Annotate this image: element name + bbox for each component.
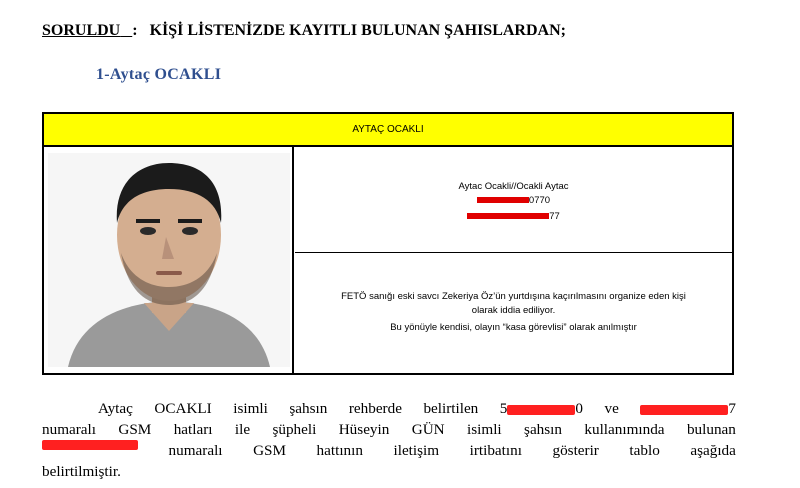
word: GÜN [411,421,445,438]
word: şahsın [524,421,562,438]
paragraph-line-2 [42,419,736,440]
number-suffix: 7 [728,400,736,417]
aliases: Aytac Ocakli//Ocakli Aytac [458,181,569,192]
phone-2-redaction [467,213,549,219]
description-line-3: Bu yönüyle kendisi, olayın “kasa görevlisi” olarak anılmıştır [390,322,637,333]
word: belirtilmiştir. [42,463,121,480]
photo-cell [44,147,294,373]
phone-1-suffix: 0770 [528,195,551,206]
word: numaralı [42,421,96,438]
phone-1-redaction [477,197,529,203]
word: tablo [629,442,660,459]
portrait-illustration [48,153,290,367]
redaction-mark [640,405,728,415]
question-separator: : [132,22,138,39]
paragraph-line-3 [42,440,736,461]
redacted-number-2 [640,398,736,419]
redacted-number-1 [500,398,583,419]
redacted-number-3 [42,440,138,450]
word: rehberde [348,400,402,417]
question-label: SORULDU [42,22,121,39]
word: şüpheli [272,421,317,438]
word: GSM [118,421,152,438]
word: ve [604,400,619,417]
word: şahsın [289,400,328,417]
question-gap [138,22,150,39]
identity-cell [295,147,732,253]
word: Aytaç [98,400,133,417]
word: iletişim [393,442,440,459]
word: Hüseyin [338,421,390,438]
question-line [42,22,566,40]
subheading: 1-Aytaç OCAKLI [96,66,222,83]
word: irtibatını [469,442,522,459]
word: gösterir [552,442,599,459]
description-cell [295,254,732,373]
word: isimli [233,400,268,417]
person-card [42,112,734,375]
word: aşağıda [690,442,736,459]
redaction-mark [507,405,575,415]
word: kullanımında [584,421,665,438]
word: ile [234,421,251,438]
body-paragraph [42,398,736,482]
word: hattının [316,442,363,459]
number-suffix: 0 [575,400,583,417]
phone-1 [295,195,732,206]
person-photo [48,153,290,367]
question-text: KİŞİ LİSTENİZDE KAYITLI BULUNAN ŞAHISLARDAN; [149,22,566,39]
card-header: AYTAÇ OCAKLI [44,114,732,147]
word: belirtilen [423,400,479,417]
description-line-1: FETÖ sanığı eski savcı Zekeriya Öz’ün yurtdışına kaçırılmasını organize eden kişi [341,291,686,302]
word: OCAKLI [154,400,212,417]
paragraph-line-4 [42,461,736,482]
paragraph-line-1 [42,398,736,419]
word: numaralı [168,442,223,459]
phone-2-suffix: 77 [549,211,560,222]
word: hatları [173,421,213,438]
word: GSM [253,442,286,459]
description-line-2: olarak iddia ediliyor. [471,305,556,316]
phone-2 [295,211,732,222]
number-prefix: 5 [499,400,508,417]
word: isimli [467,421,502,438]
word: bulunan [686,421,736,438]
question-spacer [120,22,132,39]
